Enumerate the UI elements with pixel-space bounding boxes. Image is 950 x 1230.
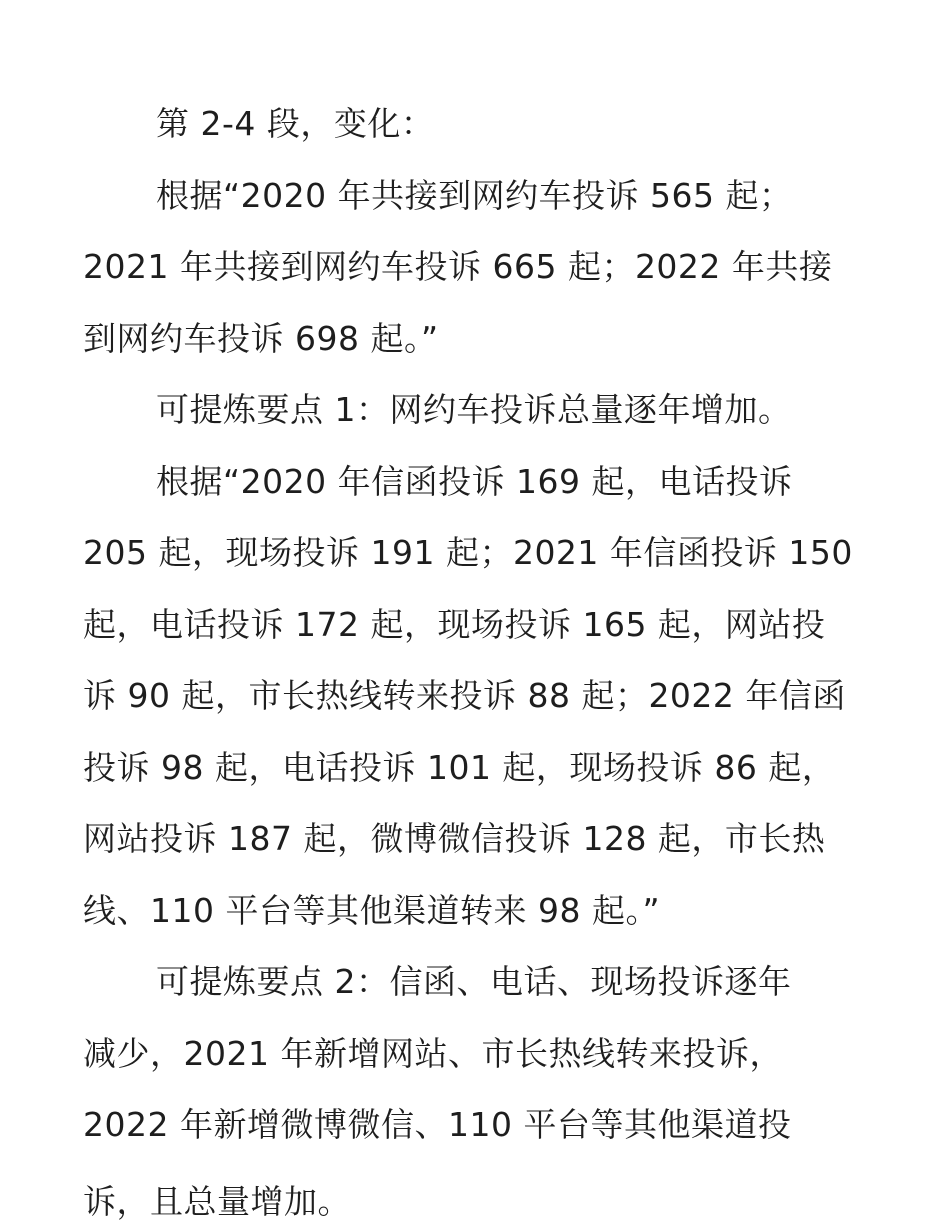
text-line: 2022 年新增微博微信、110 平台等其他渠道投 (83, 1105, 792, 1144)
text-line: 投诉 98 起，电话投诉 101 起，现场投诉 86 起， (83, 747, 836, 787)
text-line: 2021 年共接到网约车投诉 665 起；2022 年共接 (83, 247, 833, 286)
key-point-1: 可提炼要点 1：网约车投诉总量逐年增加。 (156, 390, 792, 429)
text-line: 线、110 平台等其他渠道转来 98 起。” (83, 890, 661, 930)
text-line: 诉 90 起，市长热线转来投诉 88 起；2022 年信函 (83, 676, 846, 715)
key-point-2: 可提炼要点 2：信函、电话、现场投诉逐年 (156, 962, 792, 1001)
text-line: 到网约车投诉 698 起。” (83, 318, 439, 358)
partial-text-line (83, 1160, 873, 1230)
paragraph-heading: 第 2-4 段，变化： (156, 104, 435, 143)
text-line: 起，电话投诉 172 起，现场投诉 165 起，网站投 (83, 604, 826, 644)
partial-line-text: 诉，且总量增加。 (83, 1182, 351, 1221)
text-line: 网站投诉 187 起，微博微信投诉 128 起，市长热 (83, 819, 826, 858)
text-line: 减少，2021 年新增网站、市长热线转来投诉， (83, 1033, 783, 1073)
text-line: 205 起，现场投诉 191 起；2021 年信函投诉 150 (83, 533, 853, 572)
text-line: 根据“2020 年信函投诉 169 起，电话投诉 (156, 461, 793, 501)
document-body (83, 88, 873, 1161)
text-line: 根据“2020 年共接到网约车投诉 565 起； (156, 175, 793, 215)
